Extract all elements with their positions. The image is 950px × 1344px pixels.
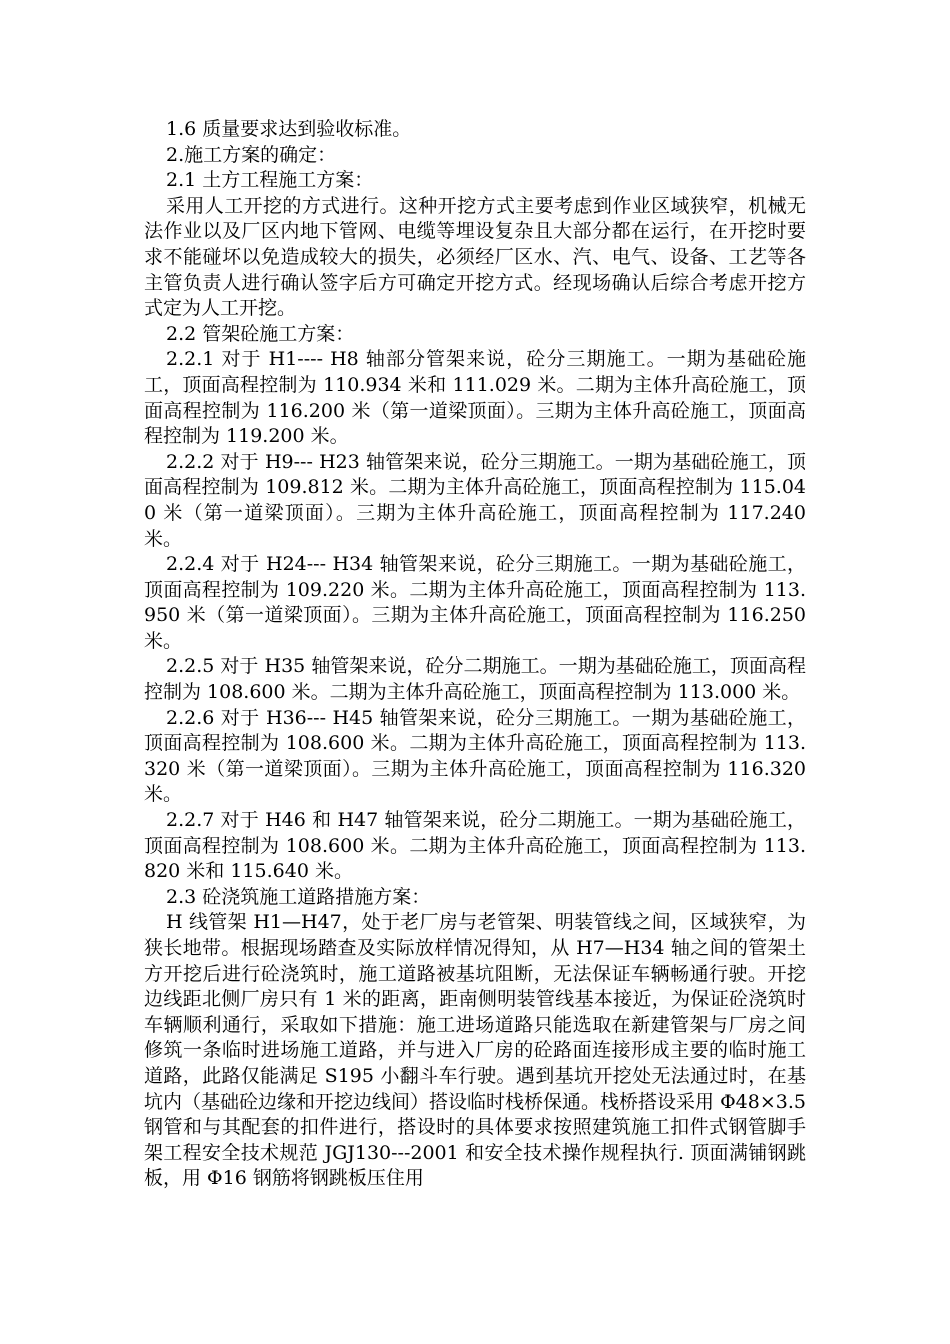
- section-2-1-heading: 2.1 土方工程施工方案：: [166, 169, 374, 192]
- document-page: [144, 117, 806, 1192]
- section-1-6-paragraph: 1.6 质量要求达到验收标准。: [166, 118, 412, 140]
- section-2-heading: 2.施工方案的确定：: [166, 143, 337, 166]
- section-2-1-body-paragraph: 采用人工开挖的方式进行。这种开挖方式主要考虑到作业区域狭窄，机械无法作业以及厂区内地下管网、电缆等埋设复杂且大部分都在运行，在开挖时要求不能碰坏以免造成较大的损失，必须经厂区水、汽、电气、设备、工艺等各主管负责人进行确认签字后方可确定开挖方式。经现场确认后综合考虑开挖方式定为人工开挖。: [144, 194, 806, 320]
- section-2-3-heading: 2.3 砼浇筑施工道路措施方案：: [166, 885, 431, 908]
- section-2-2-2-paragraph: 2.2.2 对于 H9--- H23 轴管架来说，砼分三期施工。一期为基础砼施工，顶面高程控制为 109.812 米。二期为主体升高砼施工，顶面高程控制为 115.040 米（第一道梁顶面）。三期为主体升高砼施工，顶面高程控制为 117.240 米。: [144, 450, 806, 550]
- section-2-2-heading: 2.2 管架砼施工方案：: [166, 322, 355, 345]
- section-2-3-body-paragraph: H 线管架 H1—H47，处于老厂房与老管架、明装管线之间，区域狭窄，为狭长地带。根据现场踏查及实际放样情况得知，从 H7—H34 轴之间的管架土方开挖后进行砼浇筑时，施工道路被基坑阻断，无法保证车辆畅通行驶。开挖边线距北侧厂房只有 1 米的距离，距南侧明装管线基本接近，为保证砼浇筑时车辆顺利通行，采取如下措施：施工进场道路只能选取在新建管架与厂房之间修筑一条临时进场施工道路，并与进入厂房的砼路面连接形成主要的临时施工道路，此路仅能满足 S195 小翻斗车行驶。遇到基坑开挖处无法通过时，在基坑内（基础砼边缘和开挖边线间）搭设临时栈桥保通。栈桥搭设采用 Φ48×3.5 钢管和与其配套的扣件进行，搭设时的具体要求按照建筑施工扣件式钢管脚手架工程安全技术规范 JGJ130---2001 和安全技术操作规程执行. 顶面满铺钢跳板，用 Φ16 钢筋将钢跳板压住用: [144, 911, 806, 1190]
- section-2-2-4-paragraph: 2.2.4 对于 H24--- H34 轴管架来说，砼分三期施工。一期为基础砼施工，顶面高程控制为 109.220 米。二期为主体升高砼施工，顶面高程控制为 113.950 米（第一道梁顶面）。三期为主体升高砼施工，顶面高程控制为 116.250 米。: [144, 553, 806, 652]
- section-2-2-6-paragraph: 2.2.6 对于 H36--- H45 轴管架来说，砼分三期施工。一期为基础砼施工，顶面高程控制为 108.600 米。二期为主体升高砼施工，顶面高程控制为 113.320 米（第一道梁顶面）。三期为主体升高砼施工，顶面高程控制为 116.320 米。: [144, 706, 806, 806]
- section-2-2-1-paragraph: 2.2.1 对于 H1---- H8 轴部分管架来说，砼分三期施工。一期为基础砼施工，顶面高程控制为 110.934 米和 111.029 米。二期为主体升高砼施工，顶面高程控制为 116.200 米（第一道梁顶面）。三期为主体升高砼施工，顶面高程控制为 119.200 米。: [144, 348, 806, 448]
- section-2-2-7-paragraph: 2.2.7 对于 H46 和 H47 轴管架来说，砼分二期施工。一期为基础砼施工，顶面高程控制为 108.600 米。二期为主体升高砼施工，顶面高程控制为 113.820 米和 115.640 米。: [144, 809, 806, 883]
- section-2-2-5-paragraph: 2.2.5 对于 H35 轴管架来说，砼分二期施工。一期为基础砼施工，顶面高程控制为 108.600 米。二期为主体升高砼施工，顶面高程控制为 113.000 米。: [144, 655, 806, 704]
